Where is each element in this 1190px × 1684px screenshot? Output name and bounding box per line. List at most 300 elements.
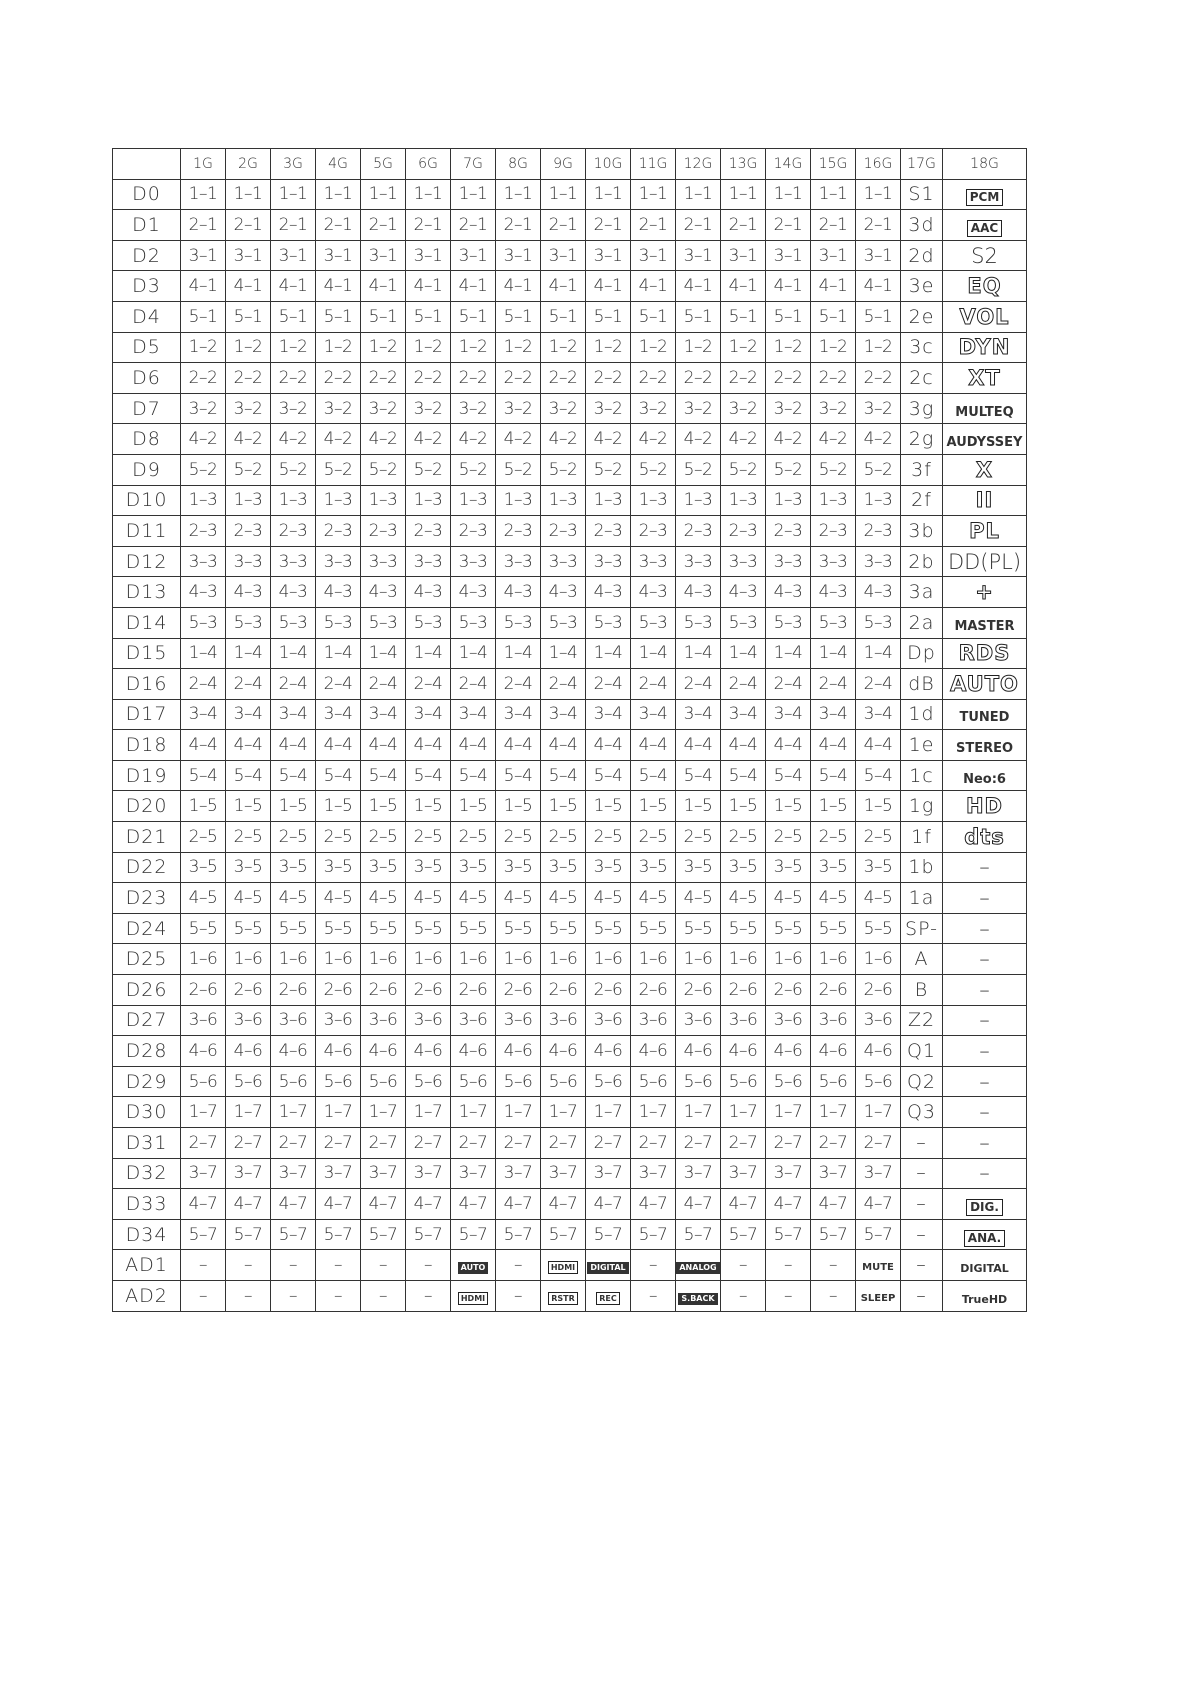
table-cell: – xyxy=(316,1250,361,1281)
table-cell-17g: – xyxy=(901,1189,943,1220)
table-cell: 5–1 xyxy=(226,301,271,332)
table-cell: 1–5 xyxy=(811,791,856,822)
table-cell-17g: Z2 xyxy=(901,1005,943,1036)
table-cell: 2–7 xyxy=(856,1128,901,1159)
table-cell: 3–1 xyxy=(271,240,316,271)
table-cell: 2–2 xyxy=(721,363,766,394)
table-row xyxy=(113,424,1027,455)
table-cell: 5–6 xyxy=(361,1066,406,1097)
table-cell: 5–4 xyxy=(316,760,361,791)
table-cell: 1–7 xyxy=(496,1097,541,1128)
table-row xyxy=(113,638,1027,669)
table-cell: 3–4 xyxy=(766,699,811,730)
segment-icon: S.BACK xyxy=(678,1293,717,1305)
table-cell: 4–6 xyxy=(451,1036,496,1067)
table-row xyxy=(113,179,1027,210)
segment-icon: MUTE xyxy=(862,1262,894,1274)
segment-icon: AUTO xyxy=(458,1262,489,1274)
table-cell: 2–5 xyxy=(766,822,811,853)
column-header: 16G xyxy=(856,149,901,180)
table-cell: 5–1 xyxy=(856,301,901,332)
table-cell: 1–7 xyxy=(856,1097,901,1128)
table-cell: 3–2 xyxy=(181,393,226,424)
table-cell: 5–4 xyxy=(856,760,901,791)
table-cell: 4–1 xyxy=(856,271,901,302)
table-cell: 1–3 xyxy=(586,485,631,516)
table-cell: 5–4 xyxy=(361,760,406,791)
table-cell: 1–1 xyxy=(181,179,226,210)
table-cell: 3–6 xyxy=(406,1005,451,1036)
table-cell: 2–4 xyxy=(676,669,721,700)
table-cell: 2–4 xyxy=(811,669,856,700)
column-header: 14G xyxy=(766,149,811,180)
row-label: D21 xyxy=(113,822,181,853)
table-cell: 4–7 xyxy=(541,1189,586,1220)
table-cell: 3–4 xyxy=(406,699,451,730)
table-cell-17g: Dp xyxy=(901,638,943,669)
table-cell: 2–5 xyxy=(856,822,901,853)
table-row xyxy=(113,1219,1027,1250)
table-cell: 3–2 xyxy=(676,393,721,424)
segment-icon: X xyxy=(975,457,994,482)
table-cell: 5–1 xyxy=(316,301,361,332)
table-cell: 2–5 xyxy=(406,822,451,853)
table-cell: 4–7 xyxy=(361,1189,406,1220)
table-cell: 4–1 xyxy=(631,271,676,302)
table-cell: 1–5 xyxy=(586,791,631,822)
table-cell-17g: 1d xyxy=(901,699,943,730)
table-cell: 5–4 xyxy=(406,760,451,791)
table-cell-18g xyxy=(943,546,1027,577)
table-cell xyxy=(676,1250,721,1281)
table-cell: 4–6 xyxy=(406,1036,451,1067)
table-cell-18g xyxy=(943,485,1027,516)
table-cell: 3–5 xyxy=(721,852,766,883)
table-cell: 1–2 xyxy=(811,332,856,363)
table-cell: 4–2 xyxy=(496,424,541,455)
table-cell: 3–7 xyxy=(676,1158,721,1189)
table-cell: 1–1 xyxy=(451,179,496,210)
table-cell: 5–6 xyxy=(586,1066,631,1097)
header-row xyxy=(113,149,1027,180)
table-cell: 5–4 xyxy=(631,760,676,791)
table-cell: 1–4 xyxy=(766,638,811,669)
table-cell: 2–3 xyxy=(856,516,901,547)
table-cell: 4–5 xyxy=(361,883,406,914)
table-cell: 3–3 xyxy=(496,546,541,577)
segment-icon: HDMI xyxy=(548,1261,578,1274)
table-cell: 3–3 xyxy=(586,546,631,577)
table-cell: 2–1 xyxy=(271,210,316,241)
table-cell: 4–2 xyxy=(766,424,811,455)
table-cell: 5–3 xyxy=(766,607,811,638)
table-cell: 2–2 xyxy=(766,363,811,394)
table-cell: 1–4 xyxy=(361,638,406,669)
row-label: D34 xyxy=(113,1219,181,1250)
table-cell: 1–2 xyxy=(766,332,811,363)
segment-icon: VOL xyxy=(959,304,1010,329)
table-row xyxy=(113,1097,1027,1128)
table-cell xyxy=(586,1280,631,1311)
table-cell: 3–3 xyxy=(181,546,226,577)
table-cell: 5–5 xyxy=(271,913,316,944)
table-row xyxy=(113,332,1027,363)
table-cell: 2–4 xyxy=(766,669,811,700)
table-cell: 5–1 xyxy=(766,301,811,332)
table-cell: 4–2 xyxy=(721,424,766,455)
table-cell: 4–5 xyxy=(856,883,901,914)
table-cell: 5–1 xyxy=(811,301,856,332)
table-cell-18g xyxy=(943,301,1027,332)
table-cell: 3–4 xyxy=(811,699,856,730)
table-cell: 1–5 xyxy=(226,791,271,822)
table-cell: 2–3 xyxy=(316,516,361,547)
table-cell: 1–7 xyxy=(451,1097,496,1128)
table-cell: 4–4 xyxy=(406,730,451,761)
table-cell: 2–7 xyxy=(181,1128,226,1159)
table-cell: 2–5 xyxy=(541,822,586,853)
table-cell: 3–1 xyxy=(856,240,901,271)
table-cell-17g: 2g xyxy=(901,424,943,455)
table-cell: 2–1 xyxy=(226,210,271,241)
segment-icon: PL xyxy=(969,518,1000,543)
table-cell: 1–6 xyxy=(766,944,811,975)
column-header: 6G xyxy=(406,149,451,180)
table-cell: 5–7 xyxy=(406,1219,451,1250)
table-cell: 4–5 xyxy=(496,883,541,914)
table-cell: 3–6 xyxy=(451,1005,496,1036)
segment-icon: RDS xyxy=(958,641,1011,666)
segment-icon: AUDYSSEY xyxy=(946,435,1023,451)
table-cell: 2–6 xyxy=(406,975,451,1006)
table-cell: 3–2 xyxy=(451,393,496,424)
table-cell: 2–7 xyxy=(586,1128,631,1159)
table-cell: – xyxy=(361,1250,406,1281)
table-cell: 2–6 xyxy=(586,975,631,1006)
table-cell: 2–5 xyxy=(226,822,271,853)
row-label: D7 xyxy=(113,393,181,424)
table-cell: 5–2 xyxy=(586,454,631,485)
table-cell: 3–3 xyxy=(451,546,496,577)
table-cell: 1–2 xyxy=(496,332,541,363)
row-label: D20 xyxy=(113,791,181,822)
table-cell: – xyxy=(181,1250,226,1281)
table-cell xyxy=(541,1280,586,1311)
table-cell: 5–1 xyxy=(721,301,766,332)
table-cell: 5–2 xyxy=(676,454,721,485)
table-cell: 2–1 xyxy=(316,210,361,241)
table-cell: 2–7 xyxy=(811,1128,856,1159)
segment-icon: DIGITAL xyxy=(587,1262,628,1274)
table-cell: 2–1 xyxy=(181,210,226,241)
segment-icon: AUTO xyxy=(950,671,1019,696)
segment-label: – xyxy=(979,977,990,1002)
table-cell: 5–3 xyxy=(631,607,676,638)
table-cell-17g: – xyxy=(901,1158,943,1189)
table-cell: 3–5 xyxy=(541,852,586,883)
table-cell-17g: 2b xyxy=(901,546,943,577)
table-cell: 3–1 xyxy=(226,240,271,271)
table-cell: 4–1 xyxy=(496,271,541,302)
row-label: AD1 xyxy=(113,1250,181,1281)
segment-icon: PCM xyxy=(966,189,1004,206)
table-cell: 3–3 xyxy=(226,546,271,577)
table-cell-18g xyxy=(943,1219,1027,1250)
table-cell-18g xyxy=(943,179,1027,210)
row-label: D24 xyxy=(113,913,181,944)
table-cell: 5–6 xyxy=(811,1066,856,1097)
table-cell: 2–5 xyxy=(631,822,676,853)
table-cell-18g xyxy=(943,1036,1027,1067)
table-cell: 1–5 xyxy=(631,791,676,822)
table-cell: – xyxy=(271,1280,316,1311)
table-cell: 3–3 xyxy=(271,546,316,577)
table-cell: 2–3 xyxy=(226,516,271,547)
table-cell: 1–3 xyxy=(406,485,451,516)
table-cell: 5–5 xyxy=(181,913,226,944)
table-cell: 4–6 xyxy=(676,1036,721,1067)
column-header xyxy=(113,149,181,180)
table-cell: 1–3 xyxy=(451,485,496,516)
table-cell: 3–2 xyxy=(316,393,361,424)
table-cell: 4–1 xyxy=(541,271,586,302)
table-cell: 1–7 xyxy=(181,1097,226,1128)
row-label: D13 xyxy=(113,577,181,608)
table-cell: – xyxy=(406,1250,451,1281)
row-label: D2 xyxy=(113,240,181,271)
table-cell: 4–3 xyxy=(766,577,811,608)
table-cell: 4–3 xyxy=(541,577,586,608)
table-cell: 4–3 xyxy=(271,577,316,608)
table-cell: 2–7 xyxy=(451,1128,496,1159)
row-label: D16 xyxy=(113,669,181,700)
table-cell: 3–7 xyxy=(496,1158,541,1189)
table-cell: 4–5 xyxy=(586,883,631,914)
table-cell: 5–3 xyxy=(361,607,406,638)
table-row xyxy=(113,546,1027,577)
table-cell: 4–7 xyxy=(406,1189,451,1220)
table-cell: 1–7 xyxy=(811,1097,856,1128)
table-cell-17g: 1e xyxy=(901,730,943,761)
table-cell-18g xyxy=(943,424,1027,455)
table-cell: 5–3 xyxy=(811,607,856,638)
table-cell: 4–6 xyxy=(721,1036,766,1067)
table-cell: 4–2 xyxy=(541,424,586,455)
table-row xyxy=(113,699,1027,730)
table-cell: 3–4 xyxy=(316,699,361,730)
table-cell: 1–4 xyxy=(541,638,586,669)
table-cell: 5–2 xyxy=(271,454,316,485)
table-row xyxy=(113,1189,1027,1220)
table-cell: 1–1 xyxy=(811,179,856,210)
table-cell: 2–2 xyxy=(406,363,451,394)
table-cell: 5–6 xyxy=(541,1066,586,1097)
table-cell: 3–2 xyxy=(586,393,631,424)
table-cell: 4–5 xyxy=(451,883,496,914)
table-cell: 4–5 xyxy=(631,883,676,914)
table-cell: 4–5 xyxy=(721,883,766,914)
table-cell: 5–5 xyxy=(811,913,856,944)
table-cell: 5–4 xyxy=(676,760,721,791)
table-cell: 1–4 xyxy=(856,638,901,669)
table-cell: 1–3 xyxy=(316,485,361,516)
table-cell: 5–4 xyxy=(181,760,226,791)
table-cell: 1–4 xyxy=(271,638,316,669)
table-cell: 4–1 xyxy=(721,271,766,302)
table-cell-17g: 2d xyxy=(901,240,943,271)
table-cell: 1–6 xyxy=(856,944,901,975)
table-cell: 2–3 xyxy=(766,516,811,547)
table-cell: 2–3 xyxy=(631,516,676,547)
table-cell: 3–1 xyxy=(676,240,721,271)
segment-label: – xyxy=(979,855,990,880)
table-cell: 4–1 xyxy=(586,271,631,302)
table-cell: 3–5 xyxy=(361,852,406,883)
segment-icon: II xyxy=(975,488,994,513)
table-cell: 5–6 xyxy=(271,1066,316,1097)
table-cell-17g: 3a xyxy=(901,577,943,608)
table-cell: 4–6 xyxy=(316,1036,361,1067)
table-cell: 3–5 xyxy=(226,852,271,883)
table-cell: 4–7 xyxy=(226,1189,271,1220)
table-cell: 3–7 xyxy=(541,1158,586,1189)
table-cell: 1–1 xyxy=(676,179,721,210)
table-cell: 2–3 xyxy=(361,516,406,547)
table-cell: 1–3 xyxy=(226,485,271,516)
table-cell: 3–6 xyxy=(811,1005,856,1036)
segment-label: – xyxy=(979,947,990,972)
table-cell: – xyxy=(226,1280,271,1311)
table-cell: 4–6 xyxy=(496,1036,541,1067)
table-row xyxy=(113,1128,1027,1159)
table-cell xyxy=(451,1250,496,1281)
row-label: D18 xyxy=(113,730,181,761)
segment-icon: REC xyxy=(596,1292,620,1305)
segment-label: – xyxy=(979,1100,990,1125)
table-cell: 3–6 xyxy=(181,1005,226,1036)
table-cell: 1–2 xyxy=(316,332,361,363)
table-cell xyxy=(856,1280,901,1311)
table-cell: 5–1 xyxy=(271,301,316,332)
table-cell: 2–4 xyxy=(271,669,316,700)
table-cell: 4–7 xyxy=(631,1189,676,1220)
table-cell: 5–1 xyxy=(541,301,586,332)
table-cell: 3–3 xyxy=(811,546,856,577)
table-cell xyxy=(676,1280,721,1311)
table-cell: 1–3 xyxy=(766,485,811,516)
table-cell: 4–5 xyxy=(226,883,271,914)
table-cell: 2–6 xyxy=(631,975,676,1006)
table-cell: 1–3 xyxy=(541,485,586,516)
table-cell: 3–7 xyxy=(271,1158,316,1189)
table-cell: 5–2 xyxy=(856,454,901,485)
table-cell: 1–3 xyxy=(676,485,721,516)
table-row xyxy=(113,944,1027,975)
table-cell: 5–5 xyxy=(586,913,631,944)
table-cell: 2–2 xyxy=(586,363,631,394)
table-cell: 2–4 xyxy=(316,669,361,700)
table-cell: 1–6 xyxy=(541,944,586,975)
table-cell: 1–1 xyxy=(316,179,361,210)
table-cell: 2–2 xyxy=(856,363,901,394)
table-cell: 4–2 xyxy=(676,424,721,455)
column-header: 3G xyxy=(271,149,316,180)
table-cell: 5–7 xyxy=(496,1219,541,1250)
table-cell: 1–1 xyxy=(271,179,316,210)
table-cell: 1–6 xyxy=(226,944,271,975)
table-cell: 1–1 xyxy=(541,179,586,210)
table-cell-18g xyxy=(943,760,1027,791)
segment-icon: MULTEQ xyxy=(955,404,1014,420)
table-cell: 4–3 xyxy=(226,577,271,608)
table-cell-17g: dB xyxy=(901,669,943,700)
table-cell: 2–1 xyxy=(586,210,631,241)
table-cell: 3–1 xyxy=(766,240,811,271)
table-cell: 2–2 xyxy=(451,363,496,394)
table-cell-17g: – xyxy=(901,1219,943,1250)
table-cell: 5–5 xyxy=(361,913,406,944)
table-cell: 4–3 xyxy=(316,577,361,608)
segment-label: – xyxy=(979,1130,990,1155)
table-cell: 2–5 xyxy=(811,822,856,853)
table-cell: 5–3 xyxy=(316,607,361,638)
table-cell: 1–2 xyxy=(406,332,451,363)
segment-icon: DYN xyxy=(958,335,1011,360)
table-cell: 5–2 xyxy=(226,454,271,485)
table-row xyxy=(113,393,1027,424)
row-label: D14 xyxy=(113,607,181,638)
table-cell: 1–3 xyxy=(496,485,541,516)
table-cell: 5–7 xyxy=(586,1219,631,1250)
table-cell: 4–6 xyxy=(181,1036,226,1067)
table-cell: – xyxy=(181,1280,226,1311)
segment-icon: TrueHD xyxy=(961,1292,1008,1306)
segment-icon: DIGITAL xyxy=(960,1262,1009,1276)
table-cell: 2–7 xyxy=(496,1128,541,1159)
table-cell: 5–4 xyxy=(226,760,271,791)
table-cell: 3–4 xyxy=(586,699,631,730)
segment-icon: HD xyxy=(965,794,1003,819)
table-cell: 5–3 xyxy=(406,607,451,638)
table-cell: 5–6 xyxy=(856,1066,901,1097)
table-cell: 5–5 xyxy=(316,913,361,944)
table-cell: 1–5 xyxy=(181,791,226,822)
table-row xyxy=(113,760,1027,791)
table-cell: 5–2 xyxy=(541,454,586,485)
row-label: D0 xyxy=(113,179,181,210)
table-cell: 5–3 xyxy=(721,607,766,638)
table-cell xyxy=(856,1250,901,1281)
table-cell-18g xyxy=(943,699,1027,730)
table-cell-17g: S1 xyxy=(901,179,943,210)
table-cell: 1–6 xyxy=(496,944,541,975)
table-cell: 1–5 xyxy=(766,791,811,822)
table-cell: 3–2 xyxy=(856,393,901,424)
table-cell: 5–3 xyxy=(676,607,721,638)
table-cell: 4–4 xyxy=(586,730,631,761)
table-cell-18g xyxy=(943,271,1027,302)
table-cell: 4–1 xyxy=(766,271,811,302)
table-cell: 2–1 xyxy=(361,210,406,241)
table-cell: 4–5 xyxy=(541,883,586,914)
table-cell: 3–1 xyxy=(316,240,361,271)
table-cell: 2–1 xyxy=(766,210,811,241)
table-cell: 3–2 xyxy=(721,393,766,424)
table-cell: 1–1 xyxy=(226,179,271,210)
table-cell: 4–4 xyxy=(271,730,316,761)
row-label: D25 xyxy=(113,944,181,975)
table-cell: 1–6 xyxy=(361,944,406,975)
